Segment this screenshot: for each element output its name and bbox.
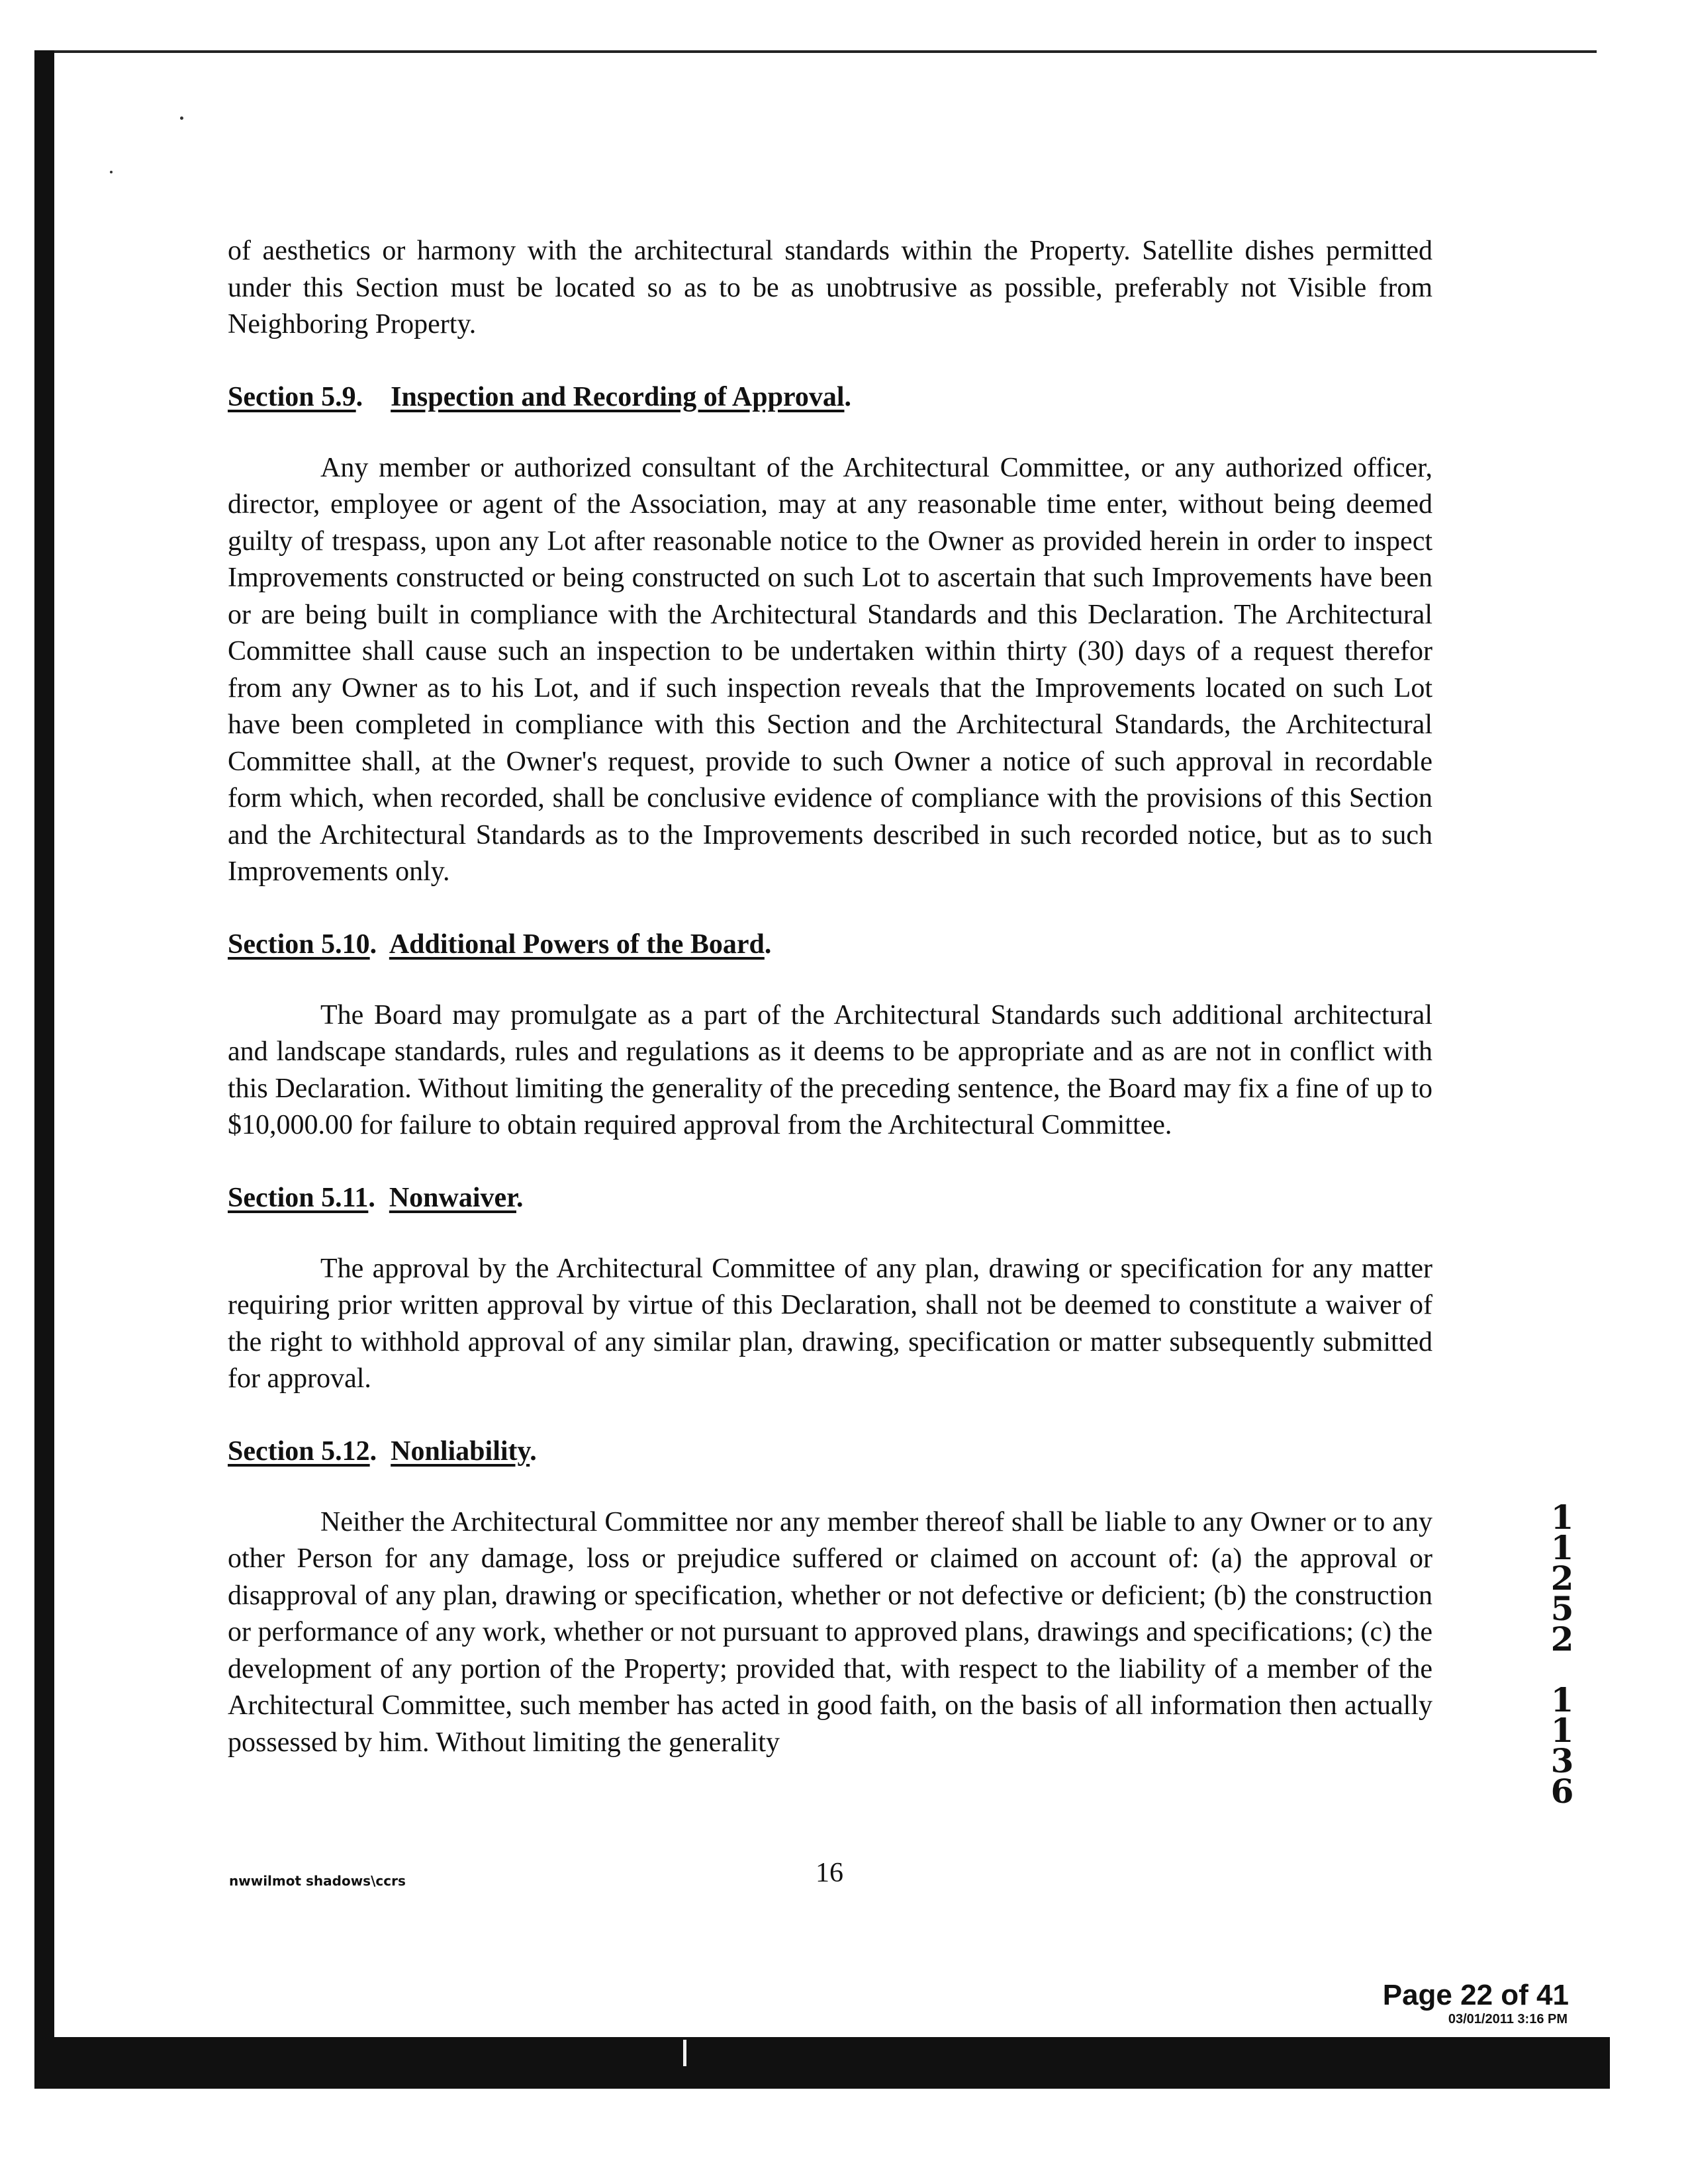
section-title: Additional Powers of the Board <box>389 929 765 960</box>
section-heading-5-10: Section 5.10. Additional Powers of the Board. <box>228 929 772 960</box>
scan-artifact <box>683 2040 686 2066</box>
scan-border-left <box>34 50 54 2089</box>
page-number: 16 <box>816 1858 843 1888</box>
scan-speck <box>110 171 113 173</box>
scan-border-bottom <box>34 2037 1610 2089</box>
document-body <box>228 233 1432 1761</box>
margin-document-number: 1 1 2 5 2 1 1 3 6 <box>1550 1498 1574 1811</box>
section-title: Nonliability <box>391 1435 530 1467</box>
section-heading-5-9: Section 5.9. Inspection and Recording of Approval. <box>228 381 851 412</box>
page-count-label: Page 22 of 41 <box>1382 1979 1569 2011</box>
section-heading-5-11: Section 5.11. Nonwaiver. <box>228 1182 524 1213</box>
section-number: Section 5.10 <box>228 929 370 960</box>
paragraph-section-5-12: Neither the Architectural Committee nor any member thereof shall be liable to any Owner or to any other Person for any damage, loss or prejudice suffered or claimed on account of: (a) the approval or disapproval of any plan, drawing or specification, whether or not defective or deficient; (b) the construction or performance of any work, whether or not pursuant to approved plans, drawings and specifications; (c) the development of any portion of the Property; provided that, with respect to the liability of a member of the Architectural Committee, such member has acted in good faith, on the basis of all information then actually possessed by him. Without limiting the generality <box>228 1506 1432 1758</box>
print-timestamp: 03/01/2011 3:16 PM <box>1448 2012 1568 2026</box>
section-number: Section 5.11 <box>228 1182 369 1213</box>
paragraph-section-5-10: The Board may promulgate as a part of the Architectural Standards such additional architectural and landscape standards, rules and regulations as it deems to be appropriate and as are not in conflict with this Declaration. Without limiting the generality of the preceding sentence, the Board may fix a fine of up to $10,000.00 for failure to obtain required approval from the Architectural Committee. <box>228 999 1432 1140</box>
footer-file-reference: nwwilmot shadows\ccrs <box>229 1873 406 1889</box>
paragraph-intro: of aesthetics or harmony with the architectural standards within the Property. Satellite dishes permitted under this Section must be located so as to be as unobtrusive as possible, preferably not Visible from Neighboring Property. <box>228 236 1432 340</box>
section-heading-5-12: Section 5.12. Nonliability. <box>228 1435 537 1467</box>
paragraph-section-5-9: Any member or authorized consultant of the Architectural Committee, or any authorized officer, director, employee or agent of the Association, may at any reasonable time enter, without being deemed guilty of trespass, upon any Lot after reasonable notice to the Owner as provided herein in order to inspect Improvements constructed or being constructed on such Lot to ascertain that such Improvements have been or are being built in compliance with the Architectural Standards and this Declaration. The Architectural Committee shall cause such an inspection to be undertaken within thirty (30) days of a request therefor from any Owner as to his Lot, and if such inspection reveals that the Improvements located on such Lot have been completed in compliance with this Section and the Architectural Standards, the Architectural Committee shall, at the Owner's request, provide to such Owner a notice of such approval in recordable form which, when recorded, shall be conclusive evidence of compliance with the provisions of this Section and the Architectural Standards as to the Improvements described in such recorded notice, but as to such Improvements only. <box>228 452 1432 887</box>
section-number: Section 5.12 <box>228 1435 370 1467</box>
paragraph-section-5-11: The approval by the Architectural Committee of any plan, drawing or specification for any matter requiring prior written approval by virtue of this Declaration, shall not be deemed to constitute a waiver of the right to withhold approval of any similar plan, drawing, specification or matter subsequently submitted for approval. <box>228 1253 1432 1394</box>
scan-speck <box>180 116 183 120</box>
section-title: Nonwaiver <box>389 1182 516 1213</box>
section-number: Section 5.9 <box>228 381 356 412</box>
section-title: Inspection and Recording of Approval <box>391 381 845 412</box>
scan-border-top <box>54 50 1597 53</box>
